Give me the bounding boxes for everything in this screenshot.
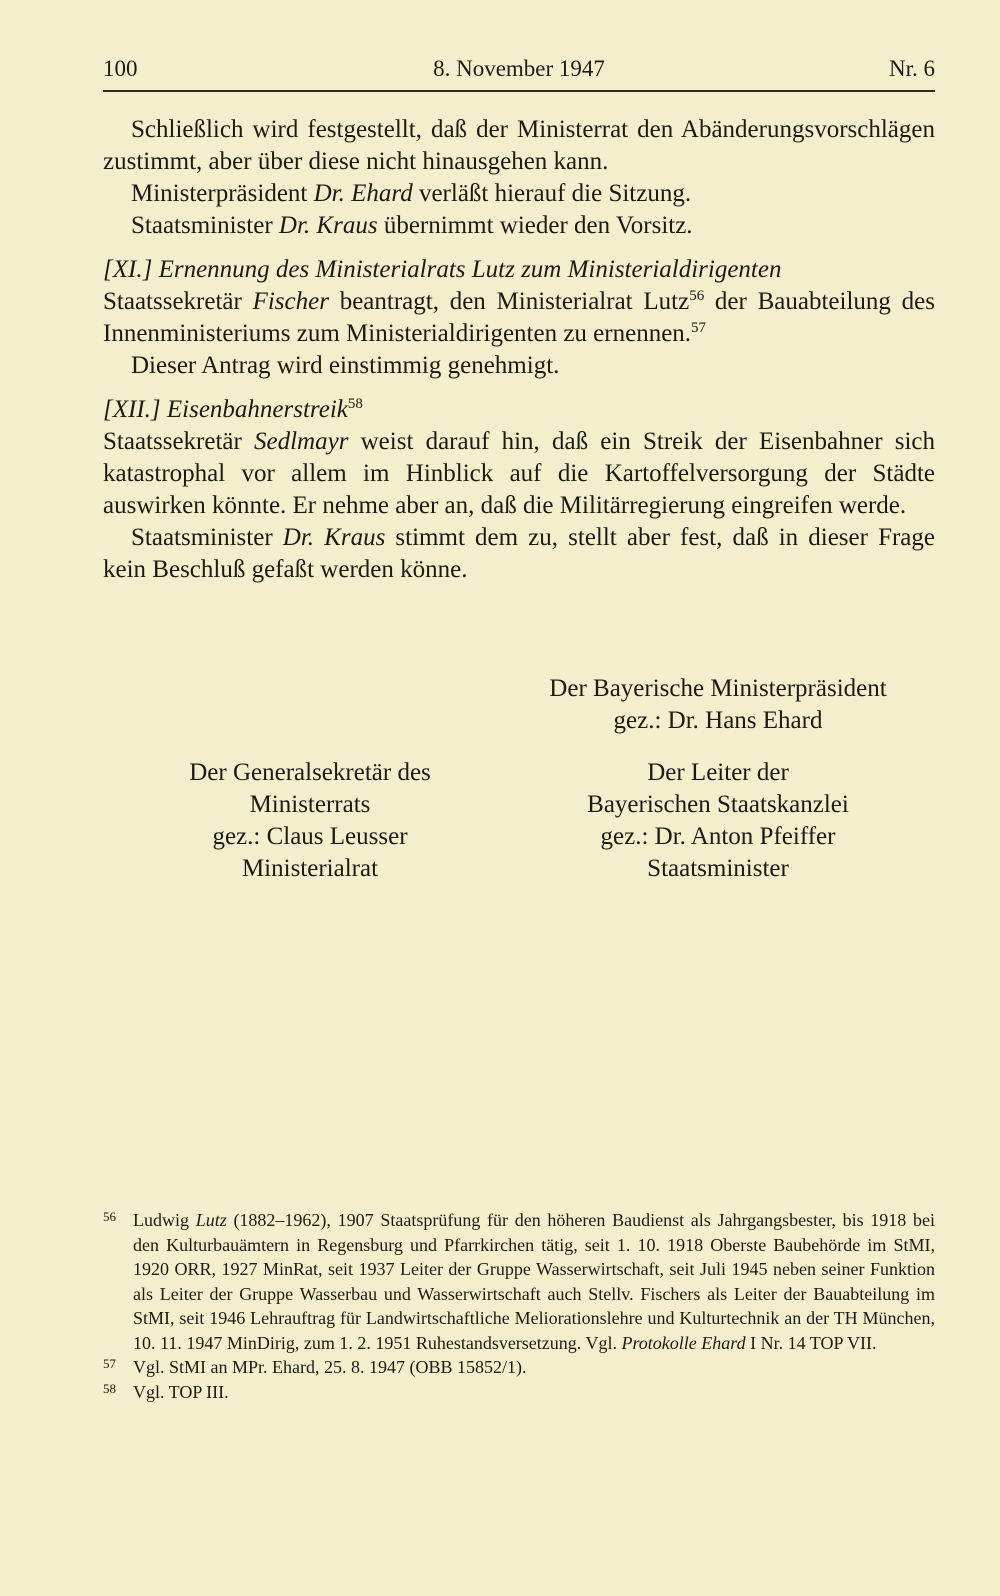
footnote-ref[interactable]: 56 — [689, 288, 705, 304]
topic-number: [XI.] — [103, 256, 153, 283]
footnote-ref[interactable]: 57 — [691, 320, 707, 336]
paragraph: Staatsminister Dr. Kraus stimmt dem zu, stellt aber fest, daß in dieser Frage kein Beschluß gefaßt werden könne. — [103, 524, 935, 583]
topic-heading-xii — [103, 394, 935, 426]
paragraph: Staatsminister Dr. Kraus übernimmt wieder den Vorsitz. — [131, 212, 693, 239]
footnote-number: 57 — [103, 1356, 116, 1371]
signature-line: gez.: Dr. Hans Ehard — [613, 707, 823, 734]
topic-number: [XII.] — [103, 396, 161, 423]
paragraph: Schließlich wird festgestellt, daß der Ministerrat den Abänderungsvorschlägen zustimmt, aber über diese nicht hinausgehen kann. — [103, 116, 935, 175]
footnote: 58 Vgl. TOP III. — [103, 1380, 229, 1402]
signature-line: Ministerrats — [249, 791, 371, 818]
signature-generalsekretaer — [150, 757, 470, 885]
signature-line: Staatsminister — [647, 855, 789, 882]
main-text — [103, 114, 935, 586]
footnote-number: 58 — [103, 1380, 116, 1396]
signature-line: Ministerialrat — [241, 855, 379, 882]
footnote: 56 Ludwig Lutz (1882–1962), 1907 Staatsprüfung für den höheren Baudienst als Jahrgangsbester, bis 1918 bei den Kulturbauämtern in Regensburg und Pfarrkirchen tätig, seit 1. 10. 1918 Oberste Baubehörde im StMI, 1920 ORR, 1927 MinRat, seit 1937 Leiter der Gruppe Wasserwirtschaft, seit Juli 1945 neben seiner Funktion als Leiter der Gruppe Wasserbau und Wasserwirtschaft auch Stellv. Fischers als Leiter der Bauabteilung im StMI, seit 1946 Lehrauftrag für Landwirtschaftliche Meliorationslehre und Kulturtechnik an der TH München, 10. 11. 1947 MinDirig, zum 1. 2. 1951 Ruhestandsversetzung. Vgl. Protokolle Ehard I Nr. 14 TOP VII. — [103, 1209, 935, 1353]
signature-line: gez.: Dr. Anton Pfeiffer — [600, 823, 836, 850]
signature-staatskanzlei — [558, 757, 878, 885]
person-name: Dr. Kraus — [278, 212, 378, 239]
page-header — [103, 54, 935, 92]
signature-line: Der Generalsekretär des — [189, 759, 431, 786]
footnote-number: 56 — [103, 1209, 116, 1224]
paragraph: Ministerpräsident Dr. Ehard verläßt hierauf die Sitzung. — [131, 180, 692, 207]
person-name: Sedlmayr — [254, 428, 349, 455]
signature-line: Der Bayerische Ministerpräsident — [549, 675, 887, 702]
signature-line: gez.: Claus Leusser — [212, 823, 408, 850]
signature-ministerpraesident — [533, 673, 903, 737]
paragraph: Staatssekretär Sedlmayr weist darauf hin, daß ein Streik der Eisenbahner sich katastrophal vor allem im Hinblick auf die Kartoffelversorgung der Städte auswirken könnte. Er nehme aber an, daß die Militärregierung eingreifen werde. — [103, 428, 935, 519]
person-name: Dr. Ehard — [313, 180, 413, 207]
header-number: Nr. 6 — [889, 56, 935, 81]
paragraph: Staatssekretär Fischer beantragt, den Ministerialrat Lutz$^{56}$ der Bauabteilung des Innenministeriums zum Ministerialdirigenten zu ernennen.$^{57}$ — [103, 288, 935, 347]
footnotes — [103, 1208, 935, 1404]
paragraph: Dieser Antrag wird einstimmig genehmigt. — [131, 352, 560, 379]
header-date: 8. November 1947 — [433, 56, 605, 81]
person-name: Fischer — [252, 288, 329, 315]
footnote: 57 Vgl. StMI an MPr. Ehard, 25. 8. 1947 (OBB 15852/1). — [103, 1356, 527, 1377]
footnote-ref[interactable]: 58 — [347, 396, 363, 412]
topic-heading-xi — [103, 254, 935, 286]
signature-line: Bayerischen Staatskanzlei — [587, 791, 849, 818]
topic-title: Eisenbahnerstreik — [160, 396, 348, 423]
page-number: 100 — [103, 56, 138, 81]
topic-title: Ernennung des Ministerialrats Lutz zum Ministerialdirigenten — [152, 256, 782, 283]
person-name: Dr. Kraus — [282, 524, 386, 551]
signature-line: Der Leiter der — [647, 759, 789, 786]
